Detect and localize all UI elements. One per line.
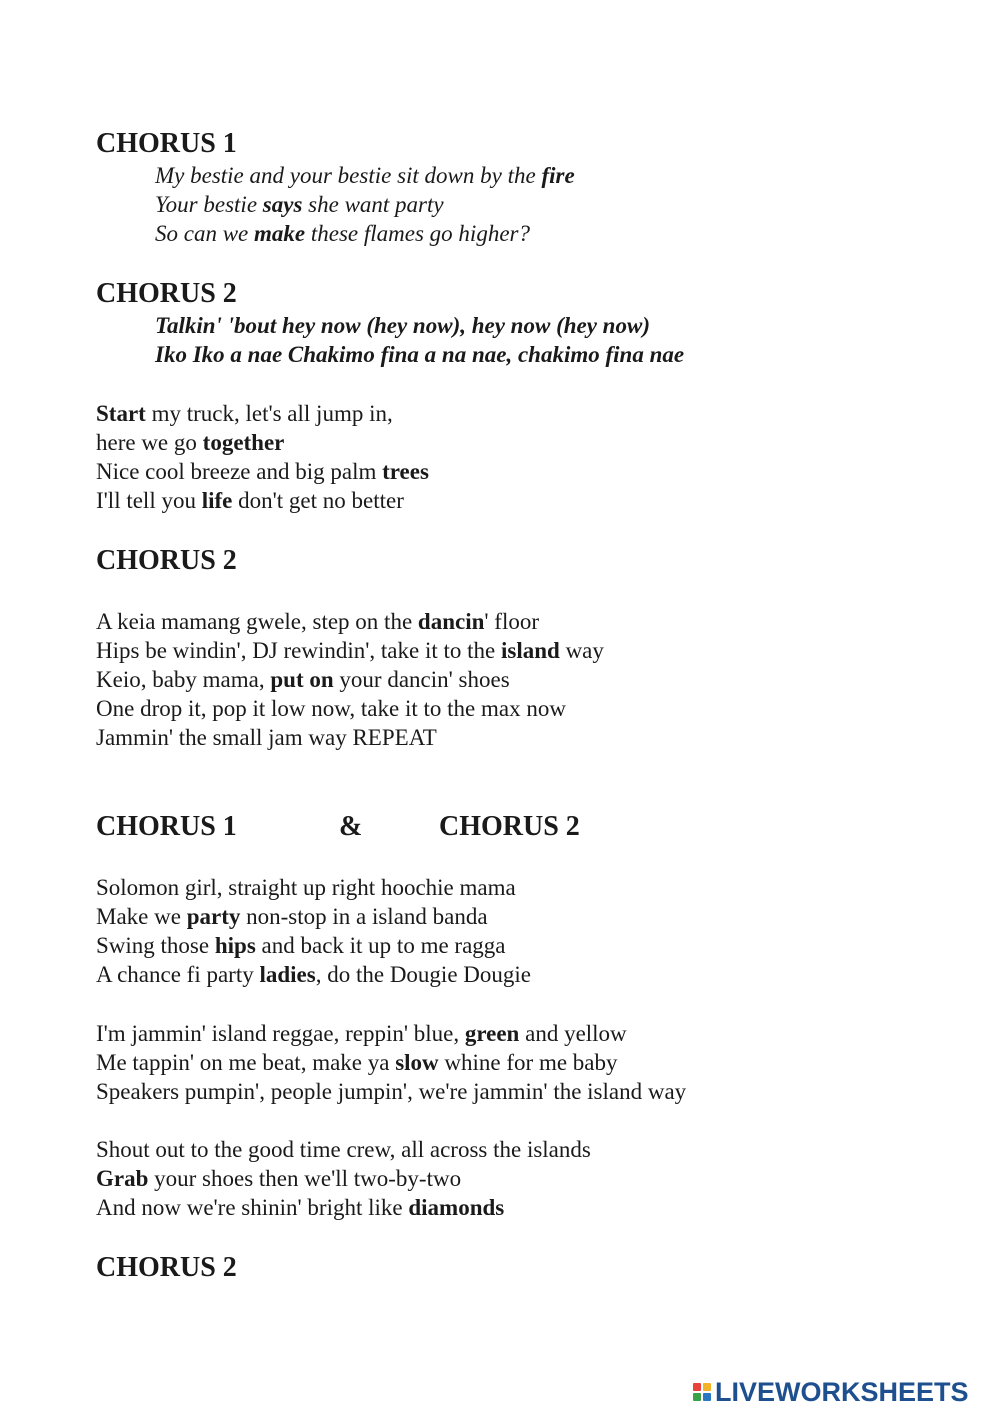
verse1-line-1: Start my truck, let's all jump in, xyxy=(96,401,393,426)
combined-heading-right: CHORUS 2 xyxy=(439,811,580,842)
chorus2-heading-final: CHORUS 2 xyxy=(96,1252,237,1283)
verse3-line-4: A chance fi party ladies, do the Dougie Dougie xyxy=(96,962,531,987)
chorus1-line-2: Your bestie says she want party xyxy=(155,192,444,217)
verse1-line-4: I'll tell you life don't get no better xyxy=(96,488,404,513)
verse2-line-2: Hips be windin', DJ rewindin', take it to the island way xyxy=(96,638,604,663)
verse3-line-2: Make we party non-stop in a island banda xyxy=(96,904,488,929)
verse5-line-2: Grab your shoes then we'll two-by-two xyxy=(96,1166,462,1191)
liveworksheets-logo-text: LIVEWORKSHEETS xyxy=(715,1376,969,1407)
verse2-line-1: A keia mamang gwele, step on the dancin' floor xyxy=(96,609,540,634)
chorus1-heading: CHORUS 1 xyxy=(96,128,237,159)
chorus1-line-3: So can we make these flames go higher? xyxy=(155,221,530,246)
verse2-line-5: Jammin' the small jam way REPEAT xyxy=(96,725,437,750)
verse1-line-2: here we go together xyxy=(96,430,285,455)
verse4-line-3: Speakers pumpin', people jumpin', we're jammin' the island way xyxy=(96,1079,687,1104)
liveworksheets-logo-icon xyxy=(693,1383,711,1401)
verse5-line-3: And now we're shinin' bright like diamonds xyxy=(96,1195,505,1220)
verse2-line-4: One drop it, pop it low now, take it to the max now xyxy=(96,696,566,721)
verse5-line-1: Shout out to the good time crew, all across the islands xyxy=(96,1137,591,1162)
verse4-line-2: Me tappin' on me beat, make ya slow whine for me baby xyxy=(96,1050,618,1075)
verse3-line-3: Swing those hips and back it up to me ragga xyxy=(96,933,506,958)
combined-heading-ampersand: & xyxy=(339,811,363,842)
chorus2-heading-repeat: CHORUS 2 xyxy=(96,545,237,576)
chorus2-line-1: Talkin' 'bout hey now (hey now), hey now (hey now) xyxy=(155,313,650,338)
combined-heading-left: CHORUS 1 xyxy=(96,811,237,842)
chorus1-line-1: My bestie and your bestie sit down by the fire xyxy=(155,163,575,188)
verse2-line-3: Keio, baby mama, put on your dancin' shoes xyxy=(96,667,510,692)
verse3-line-1: Solomon girl, straight up right hoochie mama xyxy=(96,875,516,900)
verse1-line-3: Nice cool breeze and big palm trees xyxy=(96,459,429,484)
liveworksheets-logo[interactable] xyxy=(693,1377,969,1407)
verse4-line-1: I'm jammin' island reggae, reppin' blue, green and yellow xyxy=(96,1021,627,1046)
chorus2-line-2: Iko Iko a nae Chakimo fina a na nae, chakimo fina nae xyxy=(155,342,685,367)
chorus2-heading: CHORUS 2 xyxy=(96,278,237,309)
